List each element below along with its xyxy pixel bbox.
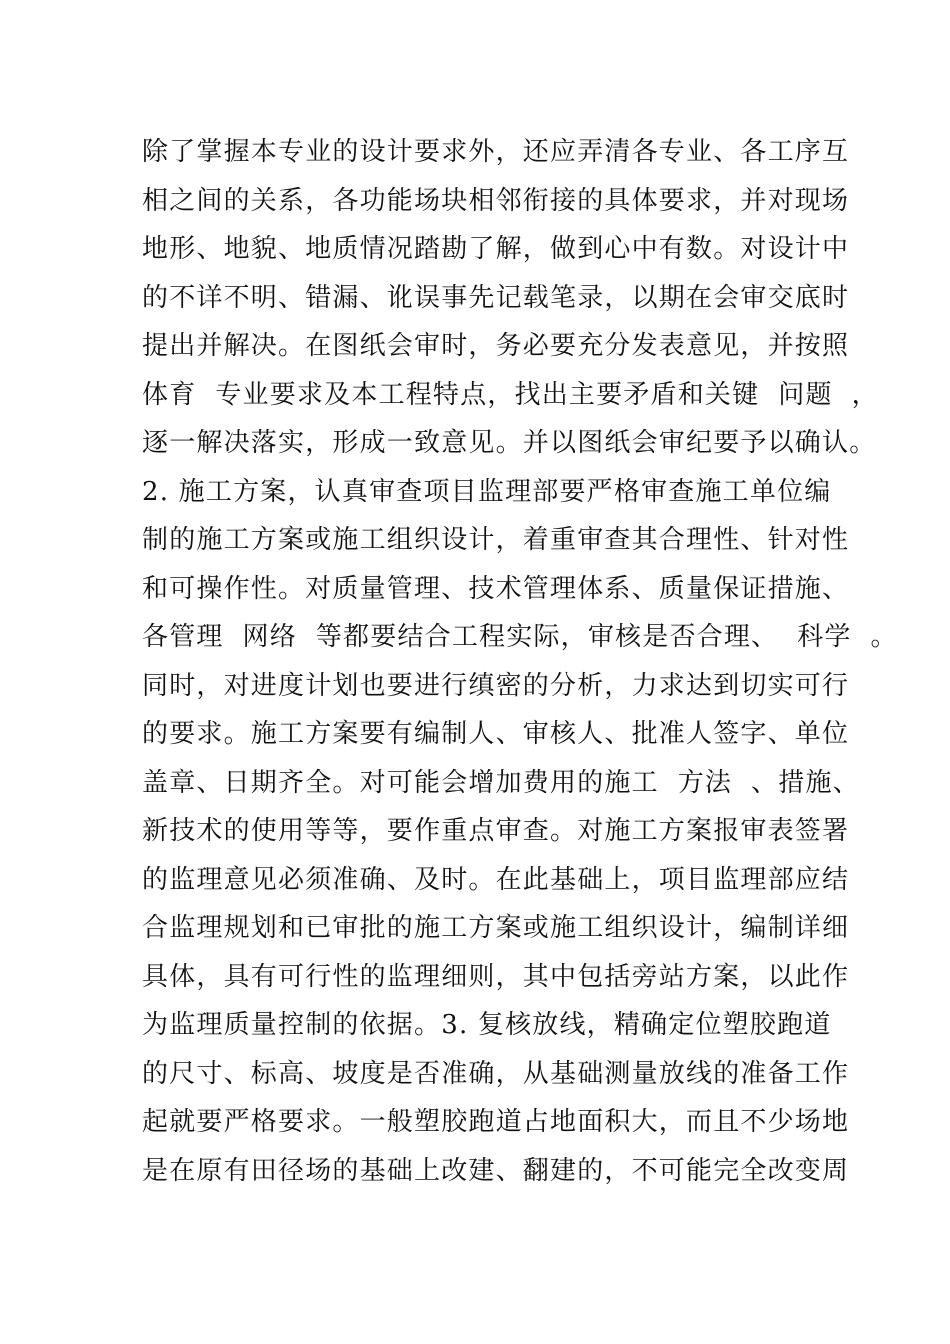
text-line: 同时，对进度计划也要进行缜密的分析，力求达到切实可行 <box>142 670 850 701</box>
text-line: 具体，具有可行性的监理细则，其中包括旁站方案，以此作 <box>142 961 850 992</box>
text-line: 的不详不明、错漏、讹误事先记载笔录，以期在会审交底时 <box>142 282 850 313</box>
text-line: 制的施工方案或施工组织设计，着重审查其合理性、针对性 <box>142 525 850 555</box>
text-line: 相之间的关系，各功能场块相邻衔接的具体要求，并对现场 <box>142 185 850 216</box>
text-line: 起就要严格要求。一般塑胶跑道占地面积大，而且不少场地 <box>142 1107 850 1137</box>
text-line: 新技术的使用等等，要作重点审查。对施工方案报审表签署 <box>142 816 850 846</box>
text-line: 为监理质量控制的依据。3. 复核放线，精确定位塑胶跑道 <box>142 1010 832 1040</box>
text-line: 提出并解决。在图纸会审时，务必要充分发表意见，并按照 <box>142 331 850 361</box>
text-line: 的监理意见必须准确、及时。在此基础上，项目监理部应结 <box>142 864 850 895</box>
text-line: 是在原有田径场的基础上改建、翻建的，不可能完全改变周 <box>142 1155 850 1186</box>
document-body <box>142 128 898 1195</box>
text-line: 除了掌握本专业的设计要求外，还应弄清各专业、各工序互 <box>142 137 850 167</box>
text-line: 的尺寸、标高、坡度是否准确，从基础测量放线的准备工作 <box>142 1058 850 1089</box>
text-line: 2. 施工方案，认真审查项目监理部要严格审查施工单位编 <box>142 476 832 507</box>
text-line: 合监理规划和已审批的施工方案或施工组织设计，编制详细 <box>142 913 850 943</box>
text-line: 体育 专业要求及本工程特点，找出主要矛盾和关键 问题 ， <box>142 379 879 410</box>
text-line: 和可操作性。对质量管理、技术管理体系、质量保证措施、 <box>142 573 850 604</box>
text-line: 地形、地貌、地质情况踏勘了解，做到心中有数。对设计中 <box>142 234 850 264</box>
text-line: 各管理 网络 等都要结合工程实际，审核是否合理、 科学 。 <box>142 622 898 652</box>
text-line: 的要求。施工方案要有编制人、审核人、批准人签字、单位 <box>142 719 850 749</box>
text-line: 盖章、日期齐全。对可能会增加费用的施工 方法 、措施、 <box>142 767 860 798</box>
text-line: 逐一解决落实，形成一致意见。并以图纸会审纪要予以确认。 <box>142 428 877 458</box>
